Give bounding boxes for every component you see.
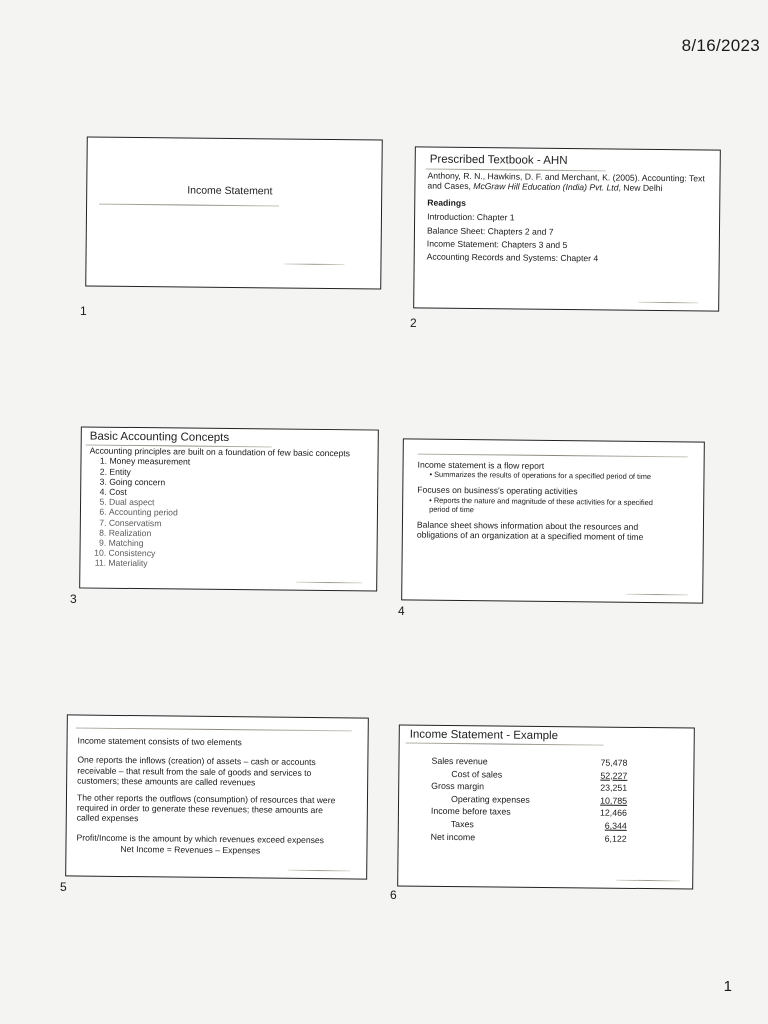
- slide-4: [401, 438, 705, 603]
- reading-item: Income Statement: Chapters 3 and 5: [426, 238, 568, 251]
- expenses-paragraph: The other reports the outflows (consumption) of resources that were required in order to generate these revenues; these amounts are called expenses: [76, 792, 336, 824]
- slide-5: [65, 714, 369, 879]
- slide-3-body: [88, 446, 373, 572]
- reading-item: Accounting Records and Systems: Chapter 4: [426, 251, 599, 264]
- concept-item: 7. Conservatism: [109, 517, 373, 530]
- concept-item: 3. Going concern: [109, 477, 373, 490]
- flow-report-subpoint: • Summarizes the results of operations for a specified period of time: [417, 470, 699, 482]
- reading-item: Balance Sheet: Chapters 2 and 7: [426, 225, 554, 237]
- slide-5-top-rule: [76, 728, 352, 732]
- slide-6-title-rule: [406, 743, 604, 746]
- table-row: Cost of sales 52,227: [451, 768, 628, 781]
- concept-item: 6. Accounting period: [109, 507, 373, 520]
- revenues-paragraph: One reports the inflows (creation) of assets – cash or accounts receivable – that result from the sale of goods and services to customers; these amounts are called revenues: [77, 754, 316, 788]
- slide-4-number: 4: [398, 604, 405, 618]
- elements-intro: Income statement consists of two elements: [77, 735, 242, 748]
- concept-item: 4. Cost: [109, 487, 373, 500]
- slide-3-title: Basic Accounting Concepts: [89, 430, 230, 444]
- reading-item: Introduction: Chapter 1: [427, 211, 515, 223]
- net-income-formula: Net Income = Revenues – Expenses: [120, 844, 261, 856]
- slide-1-number: 1: [80, 304, 87, 318]
- slide-4-top-rule: [418, 454, 688, 458]
- concept-item: 1. Money measurement: [109, 456, 373, 469]
- slide-1-deco-line: [284, 264, 344, 266]
- concept-item: 9. Matching: [109, 538, 373, 551]
- slide-4-deco-line: [626, 594, 688, 596]
- concept-item: 11. Materiality: [108, 558, 372, 571]
- slide-3-number: 3: [70, 592, 77, 606]
- concepts-intro: Accounting principles are built on a foundation of few basic concepts: [89, 445, 351, 459]
- concept-item: 8. Realization: [109, 528, 373, 541]
- slide-3-deco-line: [296, 582, 362, 584]
- slide-2: [413, 146, 721, 311]
- slide-4-body: [417, 460, 700, 544]
- slide-2-body: [427, 171, 716, 266]
- slide-5-body: [76, 736, 347, 857]
- slide-2-number: 2: [410, 316, 417, 330]
- table-row: Income before taxes 12,466: [430, 806, 627, 819]
- page-number: 1: [723, 978, 732, 995]
- slide-6-title: Income Statement - Example: [409, 728, 559, 743]
- slide-6-deco-line: [616, 880, 680, 882]
- slide-6-number: 6: [390, 888, 397, 902]
- slide-1-title: Income Statement: [187, 184, 273, 198]
- slide-6: [397, 724, 695, 889]
- slide-3: [79, 426, 379, 591]
- table-row: Sales revenue 75,478: [431, 755, 628, 768]
- operating-activities-point: Focuses on business's operating activities: [417, 484, 578, 497]
- table-row: Gross margin 23,251: [431, 780, 628, 794]
- slide-1: [85, 136, 383, 289]
- slide-2-title: Prescribed Textbook - AHN: [429, 153, 568, 168]
- readings-heading: Readings: [427, 197, 467, 208]
- slide-2-deco-line: [638, 302, 698, 304]
- concept-item: 10. Consistency: [108, 548, 372, 561]
- profit-definition: Profit/Income is the amount by which revenues exceed expenses: [76, 832, 325, 845]
- table-row: Net income 6,122: [430, 831, 627, 844]
- income-statement-table: [431, 756, 628, 846]
- flow-report-point: Income statement is a flow report: [417, 459, 545, 471]
- slide-1-title-rule: [99, 204, 279, 207]
- slide-5-number: 5: [60, 880, 67, 894]
- operating-activities-subpoint: • Reports the nature and magnitude of these activities for a specified period of time: [417, 495, 669, 516]
- table-row: Taxes 6,344: [450, 818, 627, 831]
- textbook-citation: Anthony, R. N., Hawkins, D. F. and Merchant, K. (2005). Accounting: Text and Cases, McGraw Hill Education (India) Pvt. Ltd, New Delhi: [427, 170, 705, 194]
- concept-item: 5. Dual aspect: [109, 497, 373, 510]
- concepts-list: [88, 456, 373, 571]
- slide-5-deco-line: [288, 870, 350, 872]
- concept-item: 2. Entity: [109, 466, 373, 479]
- balance-sheet-point: Balance sheet shows information about the resources and obligations of an organization at a specified moment of time: [416, 519, 644, 543]
- page-date: 8/16/2023: [681, 36, 760, 55]
- table-row: Operating expenses 10,785: [451, 793, 628, 806]
